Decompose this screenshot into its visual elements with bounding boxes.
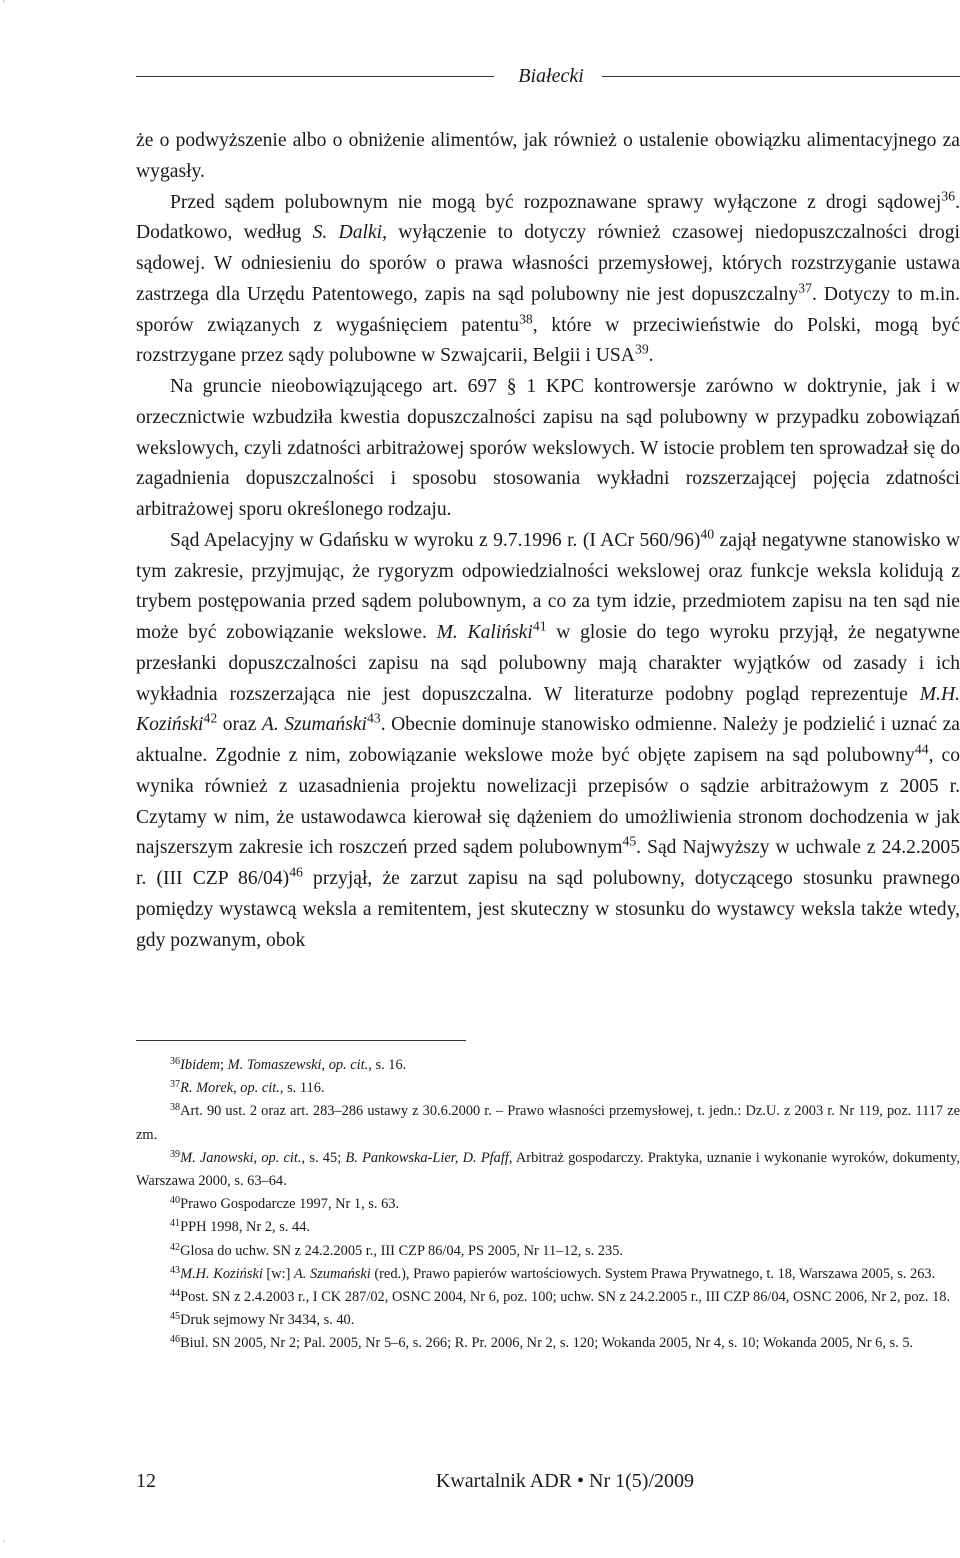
footnote: $^{41}$PPH 1998, Nr 2, s. 44. [170,1218,311,1236]
author-name: S. Dalki [312,222,383,244]
footnote-ref: 40 [700,526,715,542]
footnote-ref: 44 [914,741,929,757]
author-name: M. Kaliński [436,622,533,643]
paragraph: Na gruncie nieobowiązującego art. 697 § 1 KPC kontrowersje zarówno w doktrynie, jak i w orzecznictwie wzbudziła kwestia dopuszczalności zapisu na sąd polubowny w przypadku zobowiązań wekslowych, czyli zdatności arbitrażowej sporów wekslowych. W istocie problem ten sprowadzał się do zagadnienia dopuszczalności i sposobu stosowania wykładni rozszerzającej pojęcia zdatności arbitrażowej sporu określonego rodzaju. [136,376,960,520]
footnote: $^{42}$Glosa do uchw. SN z 24.2.2005 r., III CZP 86/04, PS 2005, Nr 11–12, s. 235. [170,1241,623,1259]
footnote: $^{46}$Biul. SN 2005, Nr 2; Pal. 2005, Nr 5–6, s. 266; R. Pr. 2006, Nr 2, s. 120; Wokanda 2005, Nr 4, s. 10; Wokanda 2005, Nr 6, s. 5. [170,1334,914,1352]
author-name: M.H. Koziński [136,683,960,736]
footnote-ref: 41 [532,618,547,634]
page-number: 12 [136,1470,156,1492]
paragraph: że o podwyższenie albo o obniżenie alimentów, jak również o ustalenie obowiązku alimentacyjnego za wygasły. [136,130,960,182]
footnote-ref: 39 [634,341,649,357]
footnote: $^{45}$Druk sejmowy Nr 3434, s. 40. [170,1311,355,1329]
footnote: $^{40}$Prawo Gospodarcze 1997, Nr 1, s. 63. [170,1195,400,1213]
footnote-ref: 46 [289,864,303,880]
footnote-ref: 37 [798,280,812,296]
footnotes [136,1054,960,1356]
footnote-ref: 38 [519,310,533,326]
footnote: $^{38}$Art. 90 ust. 2 oraz art. 283–286 ustawy z 30.6.2000 r. – Prawo własności przemysłowej, t. jedn.: Dz.U. z 2003 r. Nr 119, poz. 1117 ze zm. [136,1102,960,1143]
footnote: $^{39}$M. Janowski, op. cit., s. 45; B. Pankowska-Lier, D. Pfaff, Arbitraż gospodarczy. Praktyka, uznanie i wykonanie wyroków, dokumenty, Warszawa 2000, s. 63–64. [136,1148,960,1190]
crop-mark: ˋ [2,0,6,11]
author-name: A. Szumański [261,714,367,736]
footnote-ref: 45 [622,833,637,849]
paragraph: Sąd Apelacyjny w Gdańsku w wyroku z 9.7.1996 r. (I ACr 560/96)$^{40}$ zajął negatywne stanowisko w tym zakresie, przyjmując, że rygoryzm odpowiedzialności wekslowej oraz funkcje weksla kolidują z trybem postępowania przed sądem polubownym, a co za tym idzie, przedmiotem zapisu na ten sąd nie może być zobowiązanie wekslowe. M. Kaliński$^{41}$ w glosie do tego wyroku przyjął, że negatywne przesłanki dopuszczalności zapisu na sąd polubowny mają charakter wyjątków od zasady i ich wykładnia rozszerzająca nie jest dopuszczalna. W literaturze podobny pogląd reprezentuje M.H. Koziński$^{42}$ oraz A. Szumański$^{43}$. Obecnie dominuje stanowisko odmienne. Należy je podzielić i uznać za aktualne. Zgodnie z nim, zobowiązanie wekslowe może być objęte zapisem na sąd polubowny$^{44}$, co wynika również z uzasadnienia projektu nowelizacji przepisów o sądzie arbitrażowym z 2005 r. Czytamy w nim, że ustawodawca kierował się dążeniem do umożliwienia stronom dochodzenia w jak najszerszym zakresie ich roszczeń przed sądem polubownym$^{45}$. Sąd Najwyższy w uchwale z 24.2.2005 r. (III CZP 86/04)$^{46}$ przyjął, że zarzut zapisu na sąd polubowny, dotyczącego stosunku prawnego pomiędzy wystawcą weksla a remitentem, jest skuteczny w stosunku do wystawcy weksla także wtedy, gdy pozwanym, obok [136,526,960,951]
footnote: $^{37}$R. Morek, op. cit., s. 116. [170,1079,325,1097]
footnote-separator [136,1040,466,1041]
journal-title: Kwartalnik ADR • Nr 1(5)/2009 [435,1470,694,1492]
footnote-ref: 42 [203,710,218,726]
running-head: Białecki [518,65,584,87]
footnote: $^{43}$M.H. Koziński [w:] A. Szumański (red.), Prawo papierów wartościowych. System Prawa Prywatnego, t. 18, Warszawa 2005, s. 263. [170,1264,936,1282]
page-footer [136,1470,960,1500]
footnote: $^{44}$Post. SN z 2.4.2003 r., I CK 287/02, OSNC 2004, Nr 6, poz. 100; uchw. SN z 24.2.2005 r., III CZP 86/04, OSNC 2006, Nr 2, poz. 18. [170,1288,951,1306]
footnote-ref: 43 [366,710,381,726]
body-text [136,126,960,956]
paragraph: Przed sądem polubownym nie mogą być rozpoznawane sprawy wyłączone z drogi sądowej$^{36}$. Dodatkowo, według S. Dalki, wyłączenie to dotyczy również czasowej niedopuszczalności drogi sądowej. W odniesieniu do sporów o prawa własności przemysłowej, których rozstrzyganie ustawa zastrzega dla Urzędu Patentowego, zapis na sąd polubowny nie jest dopuszczalny$^{37}$. Dotyczy to m.in. sporów związanych z wygaśnięciem patentu$^{38}$, które w przeciwieństwie do Polski, mogą być rozstrzygane przez sądy polubowne w Szwajcarii, Belgii i USA$^{39}$. [136,187,960,367]
footnote-ref: 36 [941,187,956,203]
crop-mark: ˋ [2,1540,6,1551]
footnote: $^{36}$Ibidem; M. Tomaszewski, op. cit., s. 16. [170,1055,407,1073]
header-rule [602,76,960,77]
header-rule [136,76,494,77]
running-header [136,62,960,92]
